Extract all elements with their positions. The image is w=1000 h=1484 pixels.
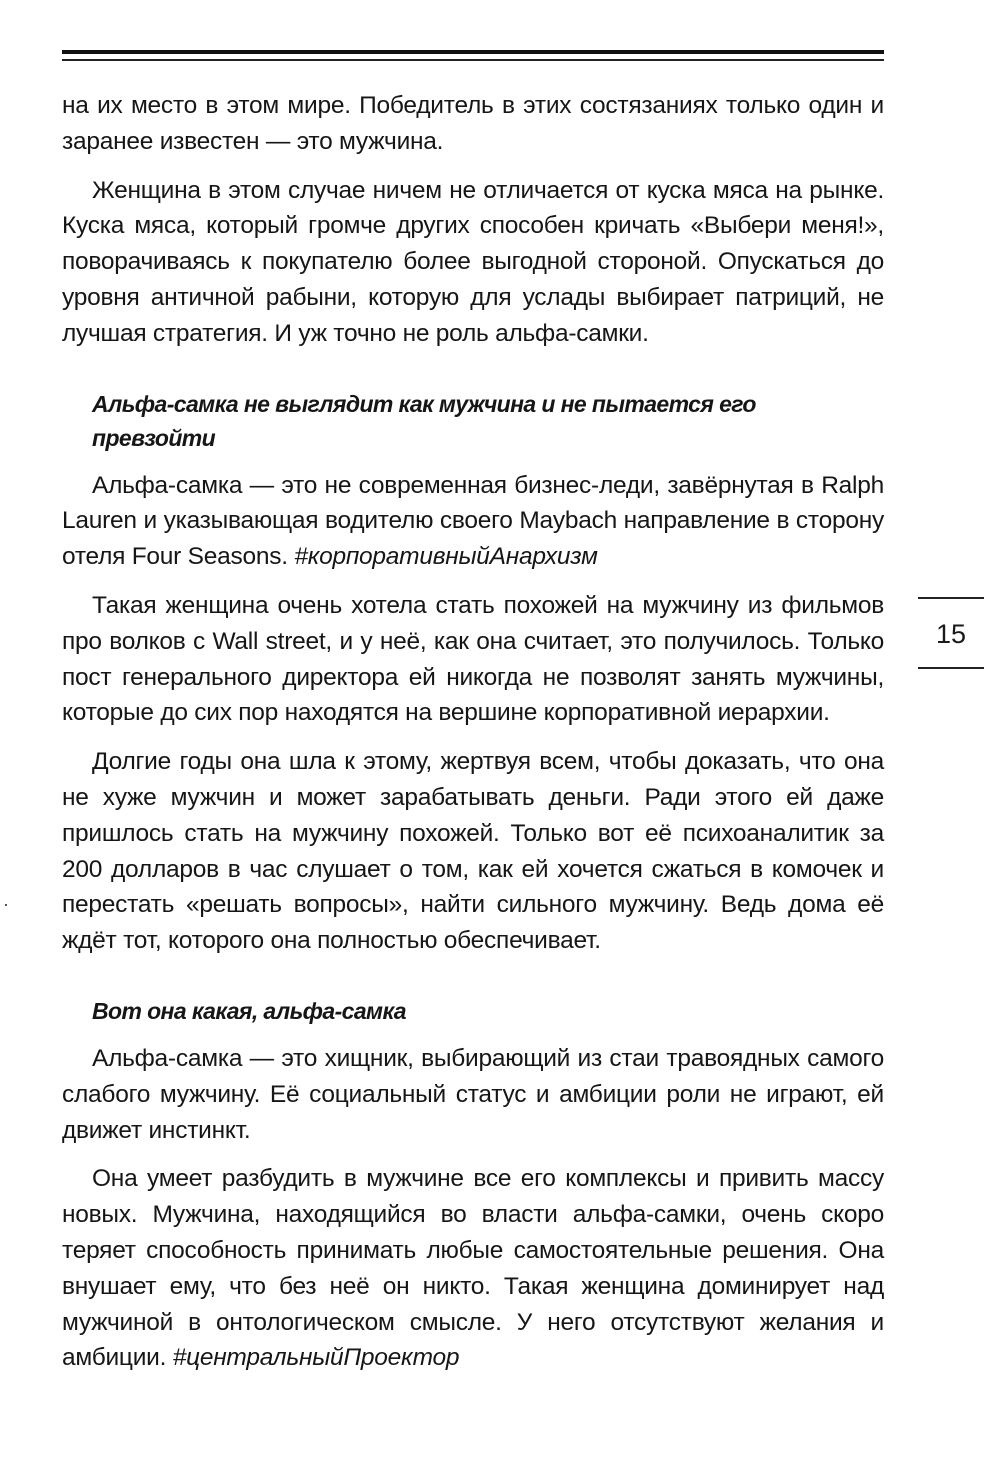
hashtag-central-projector: #центральныйПроектор <box>172 1344 460 1372</box>
section-heading-that-is-alpha: Вот она какая, альфа-самка <box>92 997 406 1024</box>
paragraph-business-lady-text: Альфа-самка — это не современная бизнес-леди, завёрнутая в Ralph Lauren и указывающая водителю своего Maybach направление в сторону отеля Four Seasons. <box>62 471 884 571</box>
scan-speck <box>5 904 7 906</box>
header-rule-thin <box>62 59 884 61</box>
paragraph-complexes <box>62 1161 884 1376</box>
paragraph-predator: Альфа-самка — это хищник, выбирающий из стаи травоядных самого слабого мужчину. Её социальный статус и амбиции роли не играют, ей движет инстинкт. <box>62 1044 884 1144</box>
paragraph-complexes-text: Она умеет разбудить в мужчине все его комплексы и привить массу новых. Мужчина, находящийся во власти альфа-самки, очень скоро теряет способность принимать любые самостоятельные решения. Она внушает ему, что без неё он никто. Такая женщина доминирует над мужчиной в онтологическом смысле. У него отсутствуют желания и амбиции. <box>62 1165 884 1372</box>
page-number-rule-top <box>918 597 984 599</box>
paragraph-continued: на их место в этом мире. Победитель в этих состязаниях только один и заранее известен — это мужчина. <box>62 92 884 155</box>
section-heading-not-like-man: Альфа-самка не выглядит как мужчина и не пытается его превзойти <box>92 390 756 451</box>
text-column <box>62 88 884 1376</box>
paragraph-meat-market: Женщина в этом случае ничем не отличается от куска мяса на рынке. Куска мяса, который громче других способен кричать «Выбери меня!», поворачиваясь к покупателю более выгодной стороной. Опускаться до уровня античной рабыни, которую для услады выбирает патриций, не лучшая стратегия. И уж точно не роль альфа-самки. <box>62 176 884 347</box>
hashtag-corporate-anarchism: #корпоративныйАнархизм <box>294 543 598 571</box>
header-rule-thick <box>62 50 884 54</box>
paragraph-business-lady <box>62 468 884 575</box>
page-number: 15 <box>935 619 967 649</box>
page-number-rule-bottom <box>918 667 984 669</box>
paragraph-long-years: Долгие годы она шла к этому, жертвуя всем, чтобы доказать, что она не хуже мужчин и может зарабатывать деньги. Ради этого ей даже пришлось стать на мужчину похожей. Только вот её психоаналитик за 200 долларов в час слушает о том, как ей хочется сжаться в комочек и перестать «решать вопросы», найти сильного мужчину. Ведь дома её ждёт тот, которого она полностью обеспечивает. <box>62 748 884 955</box>
paragraph-wall-street: Такая женщина очень хотела стать похожей на мужчину из фильмов про волков с Wall street, и у неё, как она считает, это получилось. Только пост генерального директора ей никогда не позволят занять мужчины, которые до сих пор находятся на вершине корпоративной иерархии. <box>62 591 884 727</box>
